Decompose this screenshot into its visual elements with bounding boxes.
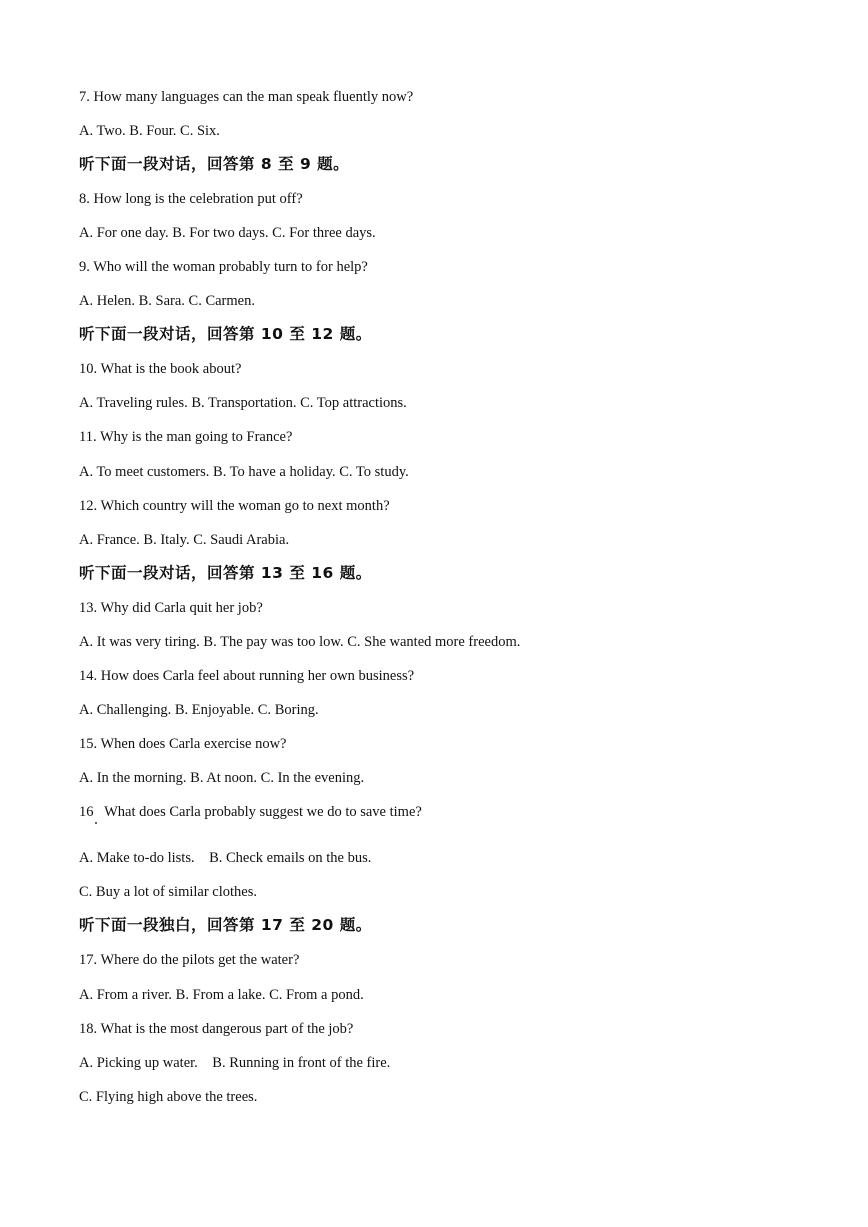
question-7-options: A. Two. B. Four. C. Six.: [79, 123, 220, 139]
question-13-text: 13. Why did Carla quit her job?: [79, 600, 263, 616]
question-9-text: 9. Who will the woman probably turn to for help?: [79, 259, 368, 275]
question-16-options-line-1: A. Make to-do lists. B. Check emails on the bus.: [79, 850, 372, 866]
question-12-options: A. France. B. Italy. C. Saudi Arabia.: [79, 532, 290, 548]
question-14-options: A. Challenging. B. Enjoyable. C. Boring.: [79, 702, 319, 718]
question-16-text: 16 What does Carla probably suggest we do to save time?: [79, 804, 422, 820]
question-16-options-line-2: C. Buy a lot of similar clothes.: [79, 884, 258, 900]
question-13-options: A. It was very tiring. B. The pay was too low. C. She wanted more freedom.: [79, 634, 521, 650]
question-10-text: 10. What is the book about?: [79, 361, 242, 377]
section-heading-17-20: 听下面一段独白，回答第 17 至 20 题。: [79, 916, 372, 934]
question-12-text: 12. Which country will the woman go to next month?: [79, 498, 390, 514]
question-17-text: 17. Where do the pilots get the water?: [79, 952, 300, 968]
section-heading-8-9: 听下面一段对话，回答第 8 至 9 题。: [79, 155, 350, 173]
question-15-text: 15. When does Carla exercise now?: [79, 736, 287, 752]
question-15-options: A. In the morning. B. At noon. C. In the evening.: [79, 770, 365, 786]
question-8-text: 8. How long is the celebration put off?: [79, 191, 303, 207]
question-11-text: 11. Why is the man going to France?: [79, 429, 293, 445]
question-18-options-line-1: A. Picking up water. B. Running in front of the fire.: [79, 1055, 391, 1071]
stray-dot-mark: [95, 822, 97, 824]
question-7-text: 7. How many languages can the man speak fluently now?: [79, 89, 414, 105]
section-heading-13-16: 听下面一段对话，回答第 13 至 16 题。: [79, 564, 372, 582]
question-17-options: A. From a river. B. From a lake. C. From a pond.: [79, 987, 364, 1003]
question-14-text: 14. How does Carla feel about running her own business?: [79, 668, 415, 684]
question-9-options: A. Helen. B. Sara. C. Carmen.: [79, 293, 255, 309]
question-18-options-line-2: C. Flying high above the trees.: [79, 1089, 258, 1105]
question-11-options: A. To meet customers. B. To have a holiday. C. To study.: [79, 464, 409, 480]
question-8-options: A. For one day. B. For two days. C. For three days.: [79, 225, 376, 241]
section-heading-10-12: 听下面一段对话，回答第 10 至 12 题。: [79, 325, 372, 343]
question-10-options: A. Traveling rules. B. Transportation. C. Top attractions.: [79, 395, 407, 411]
question-18-text: 18. What is the most dangerous part of the job?: [79, 1021, 354, 1037]
